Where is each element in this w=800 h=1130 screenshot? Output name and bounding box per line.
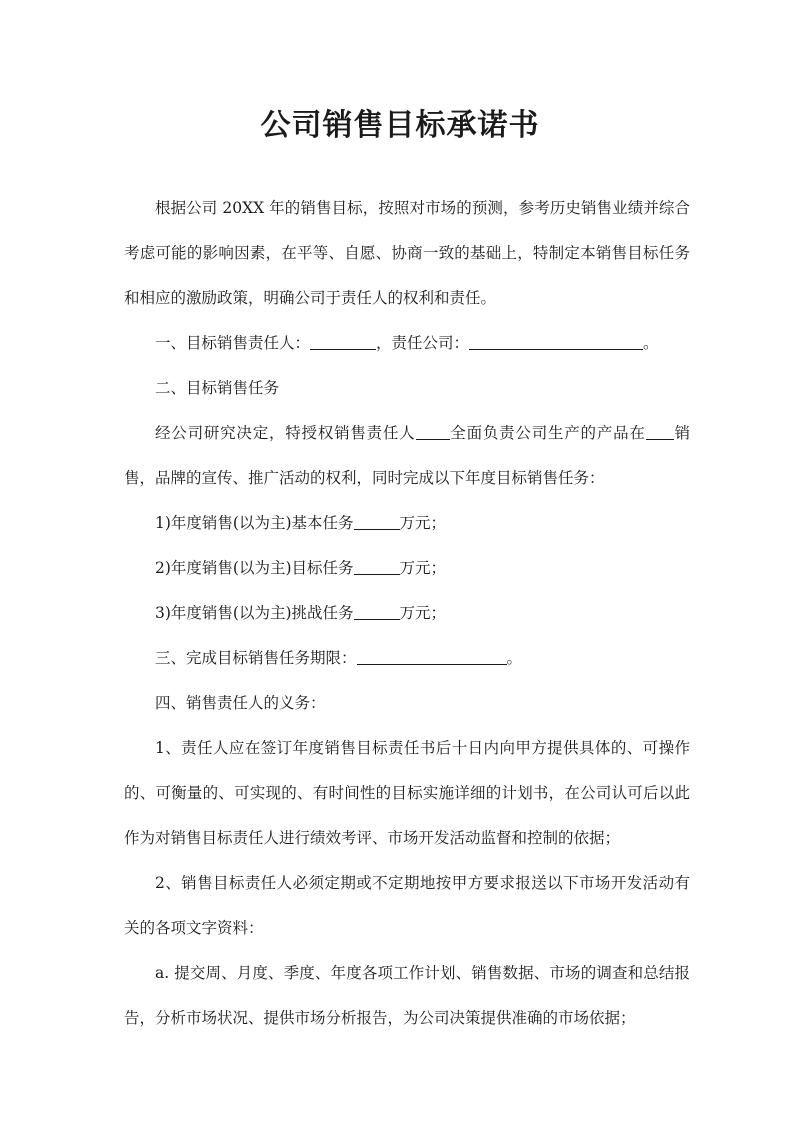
duty-2a-paragraph: a. 提交周、月度、季度、年度各项工作计划、销售数据、市场的调查和总结报告，分析市场状况、提供市场分析报告，为公司决策提供准确的市场依据； xyxy=(124,964,690,1027)
section-2-part-2: 全面负责公司生产的产品在 xyxy=(449,424,646,442)
task-label: 1)年度销售(以为主)基本任务 xyxy=(155,514,354,532)
intro-paragraph: 根据公司 20XX 年的销售目标，按照对市场的预测，参考历史销售业绩并综合考虑可能的影响因素，在平等、自愿、协商一致的基础上，特制定本销售目标任务和相应的激励政策，明确公司于责任人的权利和责任。 xyxy=(124,199,690,307)
section-2-heading: 二、目标销售任务 xyxy=(155,379,280,397)
task-unit: 万元； xyxy=(399,604,447,622)
duty-2-paragraph: 2、销售目标责任人必须定期或不定期地按甲方要求报送以下市场开发活动有关的各项文字资料： xyxy=(124,874,690,937)
section-1-prefix: 一、目标销售责任人： xyxy=(155,334,311,352)
section-3-suffix: 。 xyxy=(506,649,523,667)
task-unit: 万元； xyxy=(399,514,447,532)
section-2-part-3: 销售，品牌的宣传、推广活动的权利，同时完成以下年度目标销售任务： xyxy=(124,424,690,487)
task-amount-blank xyxy=(354,511,400,530)
section-3-deadline xyxy=(124,636,690,681)
deadline-blank xyxy=(357,646,507,665)
task-basic xyxy=(124,501,690,546)
section-2-paragraph xyxy=(124,411,690,501)
duty-1-paragraph: 1、责任人应在签订年度销售目标责任书后十日内向甲方提供具体的、可操作的、可衡量的、可实现的、有时间性的目标实施详细的计划书，在公司认可后以此作为对销售目标责任人进行绩效考评、市场开发活动监督和控制的依据； xyxy=(124,739,690,847)
task-label: 2)年度销售(以为主)目标任务 xyxy=(155,559,354,577)
section-2-part-1: 经公司研究决定，特授权销售责任人 xyxy=(155,424,416,442)
sales-person-blank xyxy=(416,421,450,440)
responsible-company-blank xyxy=(469,331,643,350)
task-challenge xyxy=(124,591,690,636)
responsible-person-blank xyxy=(310,331,376,350)
section-1-responsible-person xyxy=(124,321,690,366)
section-3-prefix: 三、完成目标销售任务期限： xyxy=(155,649,357,667)
section-1-suffix: 。 xyxy=(643,334,659,352)
section-4-heading: 四、销售责任人的义务： xyxy=(155,694,326,712)
document-title: 公司销售目标承诺书 xyxy=(260,108,540,143)
document-body xyxy=(124,186,690,1041)
task-target xyxy=(124,546,690,591)
task-amount-blank xyxy=(354,556,400,575)
task-label: 3)年度销售(以为主)挑战任务 xyxy=(155,604,354,622)
section-1-middle: ，责任公司： xyxy=(376,334,470,352)
task-amount-blank xyxy=(354,601,400,620)
sales-region-blank xyxy=(646,421,674,440)
task-unit: 万元； xyxy=(399,559,447,577)
